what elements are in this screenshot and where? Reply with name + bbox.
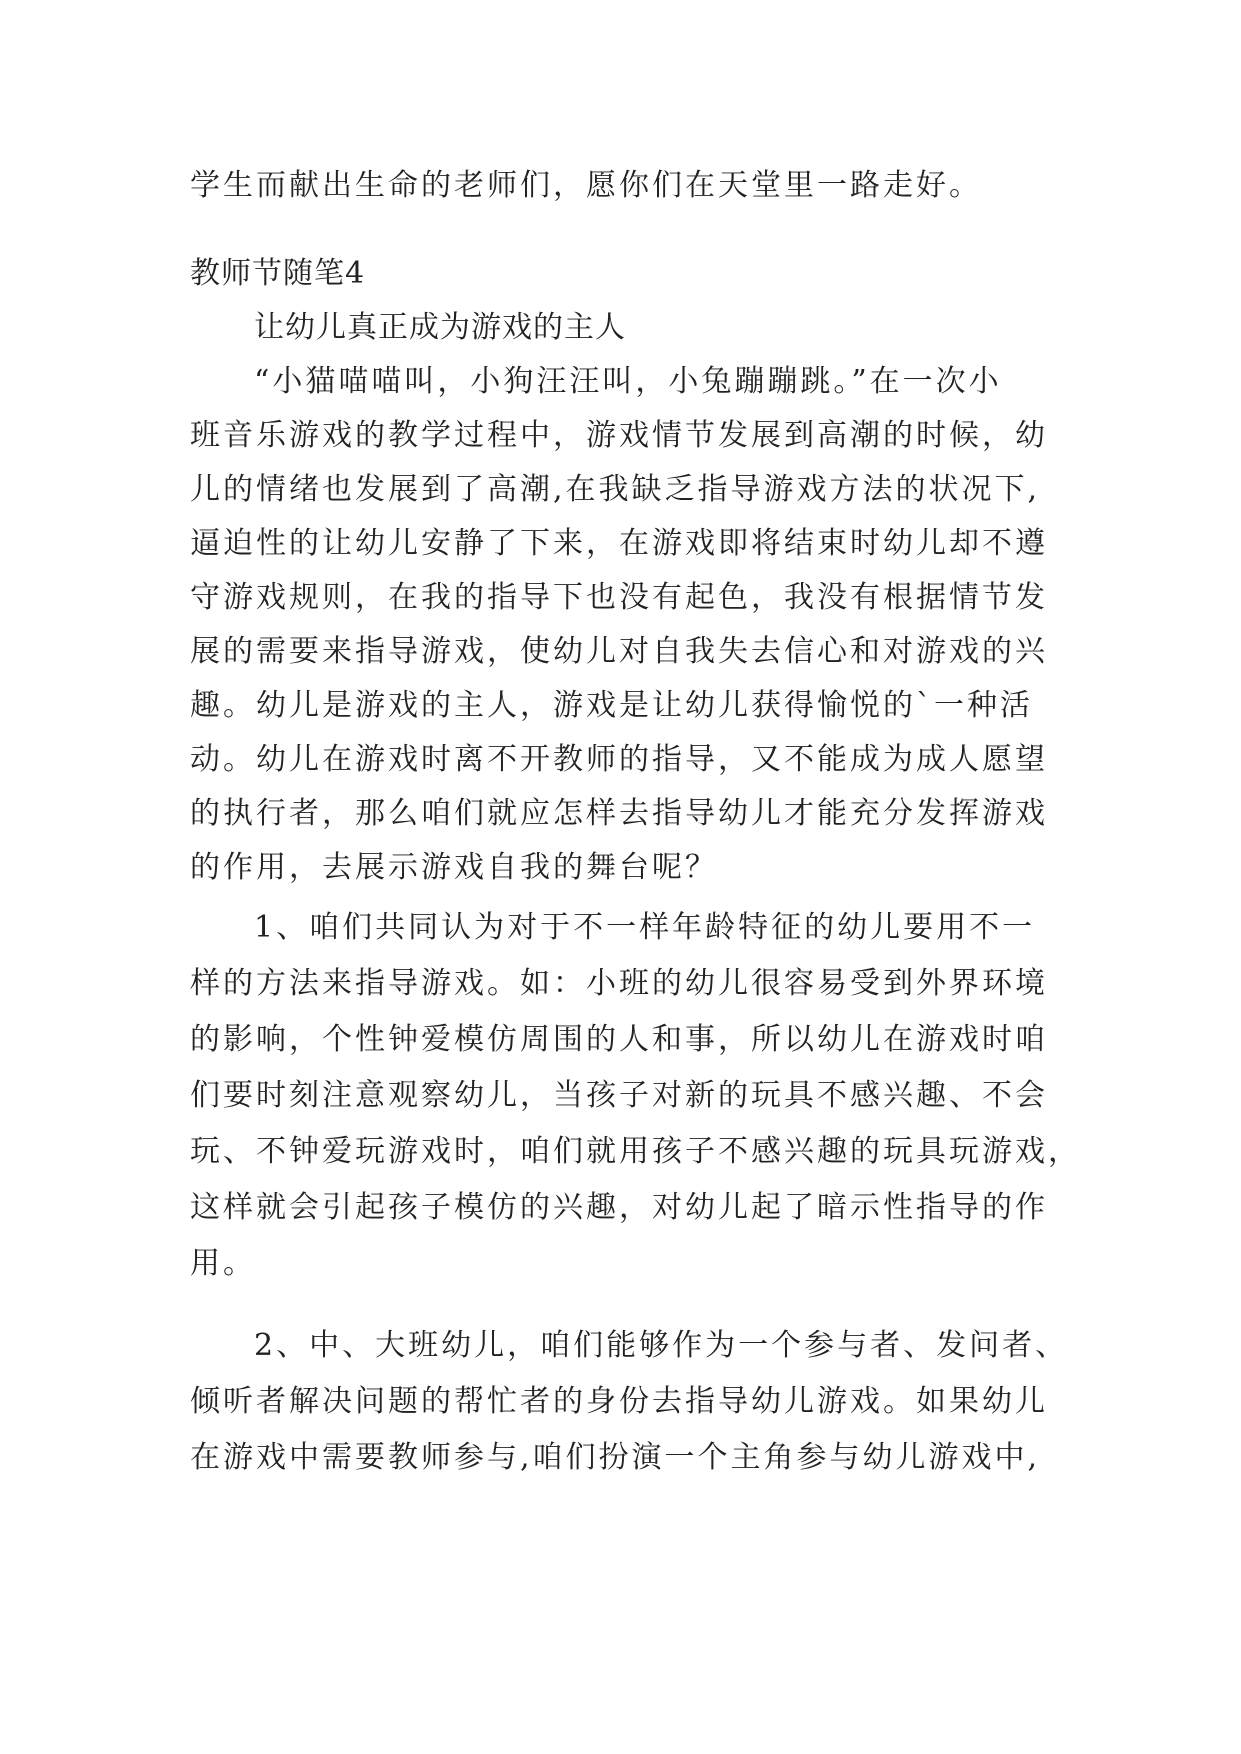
paragraph-line: 的作用，去展示游戏自我的舞台呢？: [190, 850, 718, 885]
paragraph-line: 儿的情绪也发展到了高潮,在我缺乏指导游戏方法的状况下,: [190, 472, 1041, 507]
paragraph-line: 这样就会引起孩子模仿的兴趣，对幼儿起了暗示性指导的作: [190, 1190, 1048, 1225]
paragraph-line: 学生而献出生命的老师们，愿你们在天堂里一路走好。: [190, 168, 982, 203]
paragraph-line: 倾听者解决问题的帮忙者的身份去指导幼儿游戏。如果幼儿: [190, 1384, 1048, 1419]
paragraph-line: 的执行者，那么咱们就应怎样去指导幼儿才能充分发挥游戏: [190, 796, 1048, 831]
paragraph-line: 守游戏规则，在我的指导下也没有起色，我没有根据情节发: [190, 580, 1048, 615]
article-title: 让幼儿真正成为游戏的主人: [254, 310, 626, 345]
paragraph-line: 在游戏中需要教师参与,咱们扮演一个主角参与幼儿游戏中,: [190, 1440, 1041, 1475]
section-heading: 教师节随笔4: [190, 256, 366, 291]
paragraph-line: 的影响，个性钟爱模仿周围的人和事，所以幼儿在游戏时咱: [190, 1022, 1048, 1057]
paragraph-line: “小猫喵喵叫，小狗汪汪叫，小兔蹦蹦跳。”在一次小: [254, 364, 1002, 399]
paragraph-line: 用。: [190, 1246, 256, 1281]
paragraph-line: 们要时刻注意观察幼儿，当孩子对新的玩具不感兴趣、不会: [190, 1078, 1048, 1113]
paragraph-line: 逼迫性的让幼儿安静了下来，在游戏即将结束时幼儿却不遵: [190, 526, 1048, 561]
paragraph-line: 趣。幼儿是游戏的主人，游戏是让幼儿获得愉悦的`一种活: [190, 688, 1033, 723]
paragraph-line: 班音乐游戏的教学过程中，游戏情节发展到高潮的时候，幼: [190, 418, 1048, 453]
paragraph-line: 1、咱们共同认为对于不一样年龄特征的幼儿要用不一: [254, 910, 1036, 945]
paragraph-line: 2、中、大班幼儿，咱们能够作为一个参与者、发问者、: [254, 1328, 1069, 1363]
paragraph-line: 玩、不钟爱玩游戏时，咱们就用孩子不感兴趣的玩具玩游戏，: [190, 1134, 1081, 1169]
paragraph-line: 展的需要来指导游戏，使幼儿对自我失去信心和对游戏的兴: [190, 634, 1048, 669]
paragraph-line: 样的方法来指导游戏。如：小班的幼儿很容易受到外界环境: [190, 966, 1048, 1001]
paragraph-line: 动。幼儿在游戏时离不开教师的指导，又不能成为成人愿望: [190, 742, 1048, 777]
